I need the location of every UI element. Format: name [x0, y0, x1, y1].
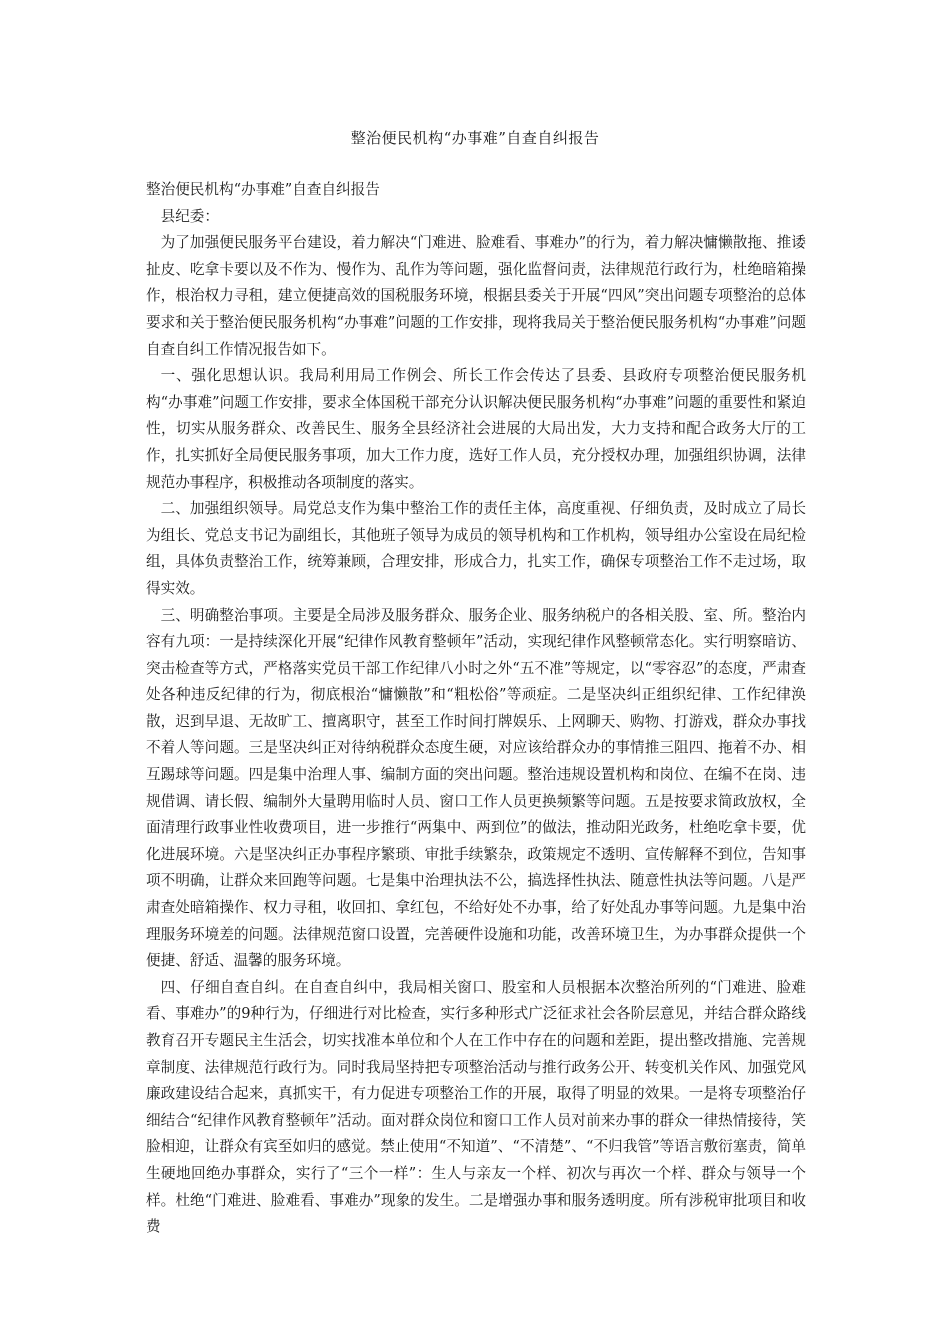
paragraph-section-3: 三、明确整治事项。主要是全局涉及服务群众、服务企业、服务纳税户的各相关股、室、所。整治内容有九项：一是持续深化开展“纪律作风教育整顿年”活动，实现纪律作风整顿常态化。实行明察暗访、突击检查等方式，严格落实党员干部工作纪律八小时之外“五不准”等规定，以“零容忍”的态度，严肃查处各种违反纪律的行为，彻底根治“慵懒散”和“粗松俗”等顽症。二是坚决纠正组织纪律、工作纪律涣散，迟到早退、无故旷工、擅离职守，甚至工作时间打牌娱乐、上网聊天、购物、打游戏，群众办事找不着人等问题。三是坚决纠正对待纳税群众态度生硬，对应该给群众办的事情推三阻四、拖着不办、相互踢球等问题。四是集中治理人事、编制方面的突出问题。整治违规设置机构和岗位、在编不在岗、违规借调、请长假、编制外大量聘用临时人员、窗口工作人员更换频繁等问题。五是按要求简政放权，全面清理行政事业性收费项目，进一步推行“两集中、两到位”的做法，推动阳光政务，杜绝吃拿卡要，优化进展环境。六是坚决纠正办事程序繁琐、审批手续繁杂，政策规定不透明、宣传解释不到位，告知事项不明确，让群众来回跑等问题。七是集中治理执法不公，搞选择性执法、随意性执法等问题。八是严肃查处暗箱操作、权力寻租，收回扣、拿红包，不给好处不办事，给了好处乱办事等问题。九是集中治理服务环境差的问题。法律规范窗口设置，完善硬件设施和功能，改善环境卫生，为办事群众提供一个便捷、舒适、温馨的服务环境。 — [146, 606, 806, 970]
document-subtitle: 整治便民机构“办事难”自查自纠报告 — [146, 181, 380, 198]
paragraph-section-1: 一、强化思想认识。我局利用局工作例会、所长工作会传达了县委、县政府专项整治便民服务机构“办事难”问题工作安排，要求全体国税干部充分认识解决便民服务机构“办事难”问题的重要性和紧迫性，切实从服务群众、改善民生、服务全县经济社会进展的大局出发，大力支持和配合政务大厅的工作，扎实抓好全局便民服务事项，加大工作力度，选好工作人员，充分授权办理，加强组织协调，法律规范办事程序，积极推动各项制度的落实。 — [146, 367, 806, 491]
paragraph-section-2: 二、加强组织领导。局党总支作为集中整治工作的责任主体，高度重视、仔细负责，及时成立了局长为组长、党总支书记为副组长，其他班子领导为成员的领导机构和工作机构，领导组办公室设在局纪检组，具体负责整治工作，统筹兼顾，合理安排，形成合力，扎实工作，确保专项整治工作不走过场，取得实效。 — [146, 500, 806, 597]
paragraph-section-4: 四、仔细自查自纠。在自查自纠中，我局相关窗口、股室和人员根据本次整治所列的“门难进、脸难看、事难办”的9种行为，仔细进行对比检查，实行多种形式广泛征求社会各阶层意见，并结合群众路线教育召开专题民主生活会，切实找准本单位和个人在工作中存在的问题和差距，提出整改措施、完善规章制度、法律规范行政行为。同时我局坚持把专项整治活动与推行政务公开、转变机关作风、加强党风廉政建设结合起来，真抓实干，有力促进专项整治工作的开展，取得了明显的效果。一是将专项整治仔细结合“纪律作风教育整顿年”活动。面对群众岗位和窗口工作人员对前来办事的群众一律热情接待，笑脸相迎，让群众有宾至如归的感觉。禁止使用“不知道”、“不清楚”、“不归我管”等语言敷衍塞责，简单生硬地回绝办事群众，实行了“三个一样”：生人与亲友一个样、初次与再次一个样、群众与领导一个样。杜绝“门难进、脸难看、事难办”现象的发生。二是增强办事和服务透明度。所有涉税审批项目和收费 — [146, 978, 806, 1236]
salutation: 县纪委： — [160, 207, 219, 225]
document-body — [146, 177, 806, 1241]
document-title: 整治便民机构“办事难”自查自纠报告 — [350, 129, 600, 147]
paragraph-intro: 为了加强便民服务平台建设，着力解决“门难进、脸难看、事难办”的行为，着力解决慵懒散拖、推诿扯皮、吃拿卡要以及不作为、慢作为、乱作为等问题，强化监督问责，法律规范行政行为，杜绝暗箱操作，根治权力寻租，建立便捷高效的国税服务环境，根据县委关于开展“四风”突出问题专项整治的总体要求和关于整治便民服务机构“办事难”问题的工作安排，现将我局关于整治便民服务机构“办事难”问题自查自纠工作情况报告如下。 — [146, 234, 806, 358]
